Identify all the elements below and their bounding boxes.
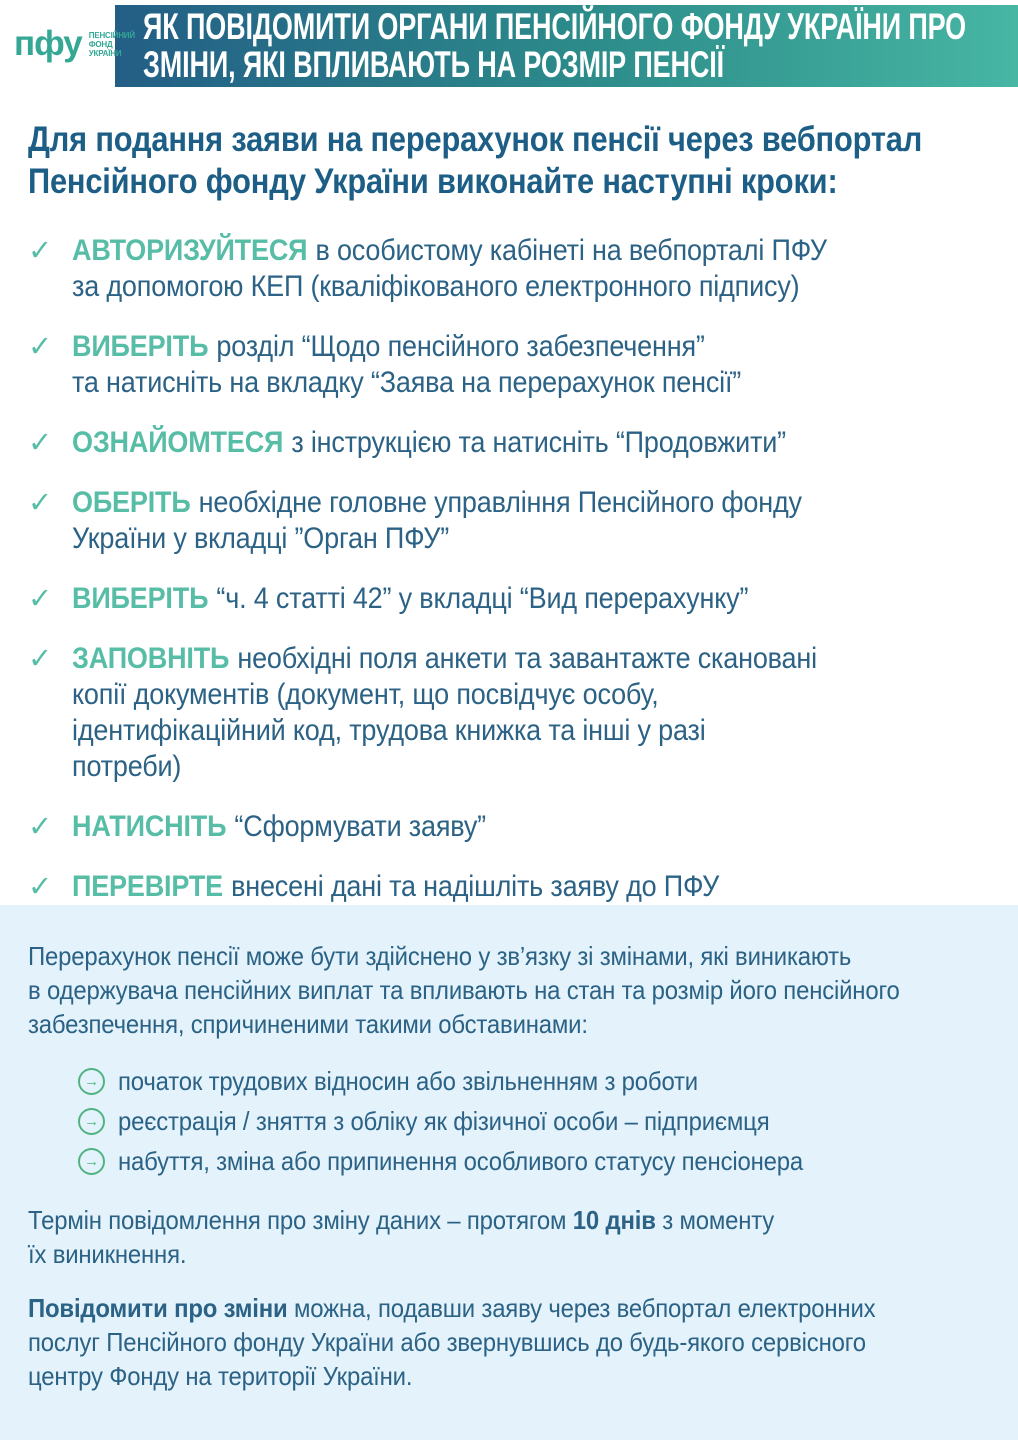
step-select-section — [28, 329, 990, 401]
checkmark-icon: ✓ — [28, 871, 53, 903]
step-keyword: ПЕРЕВІРТЕ — [72, 870, 223, 903]
deadline-text: з моменту — [655, 1205, 775, 1235]
deadline-line — [28, 1203, 913, 1237]
paragraph-line: забезпечення, спричиненими такими обставинами: — [28, 1009, 588, 1039]
step-line — [72, 809, 898, 845]
step-text: внесені дані та надішліть заяву до ПФУ — [231, 870, 720, 903]
page-title-line-2: Пенсійного фонду України виконайте наступні кроки: — [28, 162, 838, 201]
deadline-paragraph — [28, 1203, 990, 1271]
step-keyword: ЗАПОВНІТЬ — [72, 642, 230, 675]
steps-area — [0, 87, 1018, 905]
arrow-circle-icon: → — [78, 1148, 105, 1175]
list-item — [78, 1061, 990, 1101]
step-keyword: АВТОРИЗУЙТЕСЯ — [72, 234, 308, 267]
pfu-logo-name — [89, 31, 135, 58]
bullet-text: початок трудових відносин або звільненням з роботи — [118, 1066, 698, 1096]
pfu-logo-name-line: ФОНД — [88, 39, 113, 49]
header — [0, 0, 1018, 87]
step-line — [72, 425, 898, 461]
step-keyword: ОБЕРІТЬ — [72, 486, 191, 519]
step-line — [72, 233, 898, 269]
step-line — [72, 869, 898, 905]
title-banner — [115, 5, 1018, 87]
deadline-days: 10 днів — [572, 1205, 656, 1235]
banner-title-line-2: ЗМІНИ, ЯКІ ВПЛИВАЮТЬ НА РОЗМІР ПЕНСІЇ — [143, 44, 724, 85]
step-keyword: НАТИСНІТЬ — [72, 810, 227, 843]
step-keyword: ВИБЕРІТЬ — [72, 582, 209, 615]
step-line: України у вкладці ”Орган ПФУ” — [72, 522, 450, 555]
notify-line: центру Фонду на території України. — [28, 1361, 413, 1391]
checkmark-icon: ✓ — [28, 331, 53, 363]
step-keyword: ОЗНАЙОМТЕСЯ — [72, 426, 284, 459]
step-verify-send — [28, 869, 990, 905]
arrow-circle-icon: → — [78, 1068, 105, 1095]
checkmark-icon: ✓ — [28, 487, 53, 519]
step-text: “ч. 4 статті 42” у вкладці “Вид перерахунку” — [216, 582, 749, 615]
recalc-paragraph — [28, 939, 990, 1041]
checkmark-icon: ✓ — [28, 811, 53, 843]
step-line — [72, 485, 898, 521]
circumstances-list — [28, 1061, 990, 1181]
deadline-line: їх виникнення. — [28, 1239, 187, 1269]
paragraph-line: Перерахунок пенсії може бути здійснено у зв’язку зі змінами, які виникають — [28, 941, 852, 971]
step-line — [72, 581, 898, 617]
pfu-logo — [14, 24, 135, 63]
deadline-text: Термін повідомлення про зміну даних – протягом — [28, 1205, 573, 1235]
step-fill-form — [28, 641, 990, 785]
step-line: за допомогою КЕП (кваліфікованого електронного підпису) — [72, 270, 800, 303]
notify-lead: Повідомити про зміни — [28, 1293, 288, 1323]
step-authorize — [28, 233, 990, 305]
steps-list — [28, 233, 990, 905]
pfu-logo-abbr: пфу — [14, 24, 82, 63]
step-text: в особистому кабінеті на вебпорталі ПФУ — [315, 234, 827, 267]
step-line: ідентифікаційний код, трудова книжка та інші у разі — [72, 714, 706, 747]
checkmark-icon: ✓ — [28, 643, 53, 675]
banner-title-line-1: ЯК ПОВІДОМИТИ ОРГАНИ ПЕНСІЙНОГО ФОНДУ УКРАЇНИ ПРО — [143, 6, 967, 47]
step-choose-office — [28, 485, 990, 557]
step-line — [72, 329, 898, 365]
page-title-line-1: Для подання заяви на перерахунок пенсії через вебпортал — [28, 120, 923, 159]
step-text: “Сформувати заяву” — [234, 810, 486, 843]
step-line: копії документів (документ, що посвідчує особу, — [72, 678, 659, 711]
pfu-logo-name-line: УКРАЇНИ — [88, 48, 122, 58]
step-line: та натисніть на вкладку “Заява на перерахунок пенсії” — [72, 366, 742, 399]
list-item — [78, 1141, 990, 1181]
checkmark-icon: ✓ — [28, 583, 53, 615]
step-generate-application — [28, 809, 990, 845]
info-section — [0, 905, 1018, 1440]
notify-line — [28, 1291, 913, 1325]
step-line: потреби) — [72, 750, 182, 783]
step-read-instruction — [28, 425, 990, 461]
step-line — [72, 641, 898, 677]
pfu-logo-name-line: ПЕНСІЙНИЙ — [88, 30, 135, 40]
step-text: необхідні поля анкети та завантажте скановані — [237, 642, 817, 675]
bullet-text: реєстрація / зняття з обліку як фізичної особи – підприємця — [118, 1106, 770, 1136]
step-text: розділ “Щодо пенсійного забезпечення” — [216, 330, 705, 363]
arrow-circle-icon: → — [78, 1108, 105, 1135]
bullet-text: набуття, зміна або припинення особливого статусу пенсіонера — [118, 1146, 803, 1176]
step-select-type — [28, 581, 990, 617]
checkmark-icon: ✓ — [28, 427, 53, 459]
step-text: необхідне головне управління Пенсійного фонду — [198, 486, 802, 519]
notify-line: послуг Пенсійного фонду України або звернувшись до будь-якого сервісного — [28, 1327, 866, 1357]
checkmark-icon: ✓ — [28, 235, 53, 267]
notify-paragraph — [28, 1291, 990, 1393]
step-text: з інструкцією та натисніть “Продовжити” — [291, 426, 786, 459]
notify-text: можна, подавши заяву через вебпортал електронних — [287, 1293, 876, 1323]
page-title — [28, 119, 990, 203]
list-item — [78, 1101, 990, 1141]
step-keyword: ВИБЕРІТЬ — [72, 330, 209, 363]
paragraph-line: в одержувача пенсійних виплат та впливають на стан та розмір його пенсійного — [28, 975, 900, 1005]
